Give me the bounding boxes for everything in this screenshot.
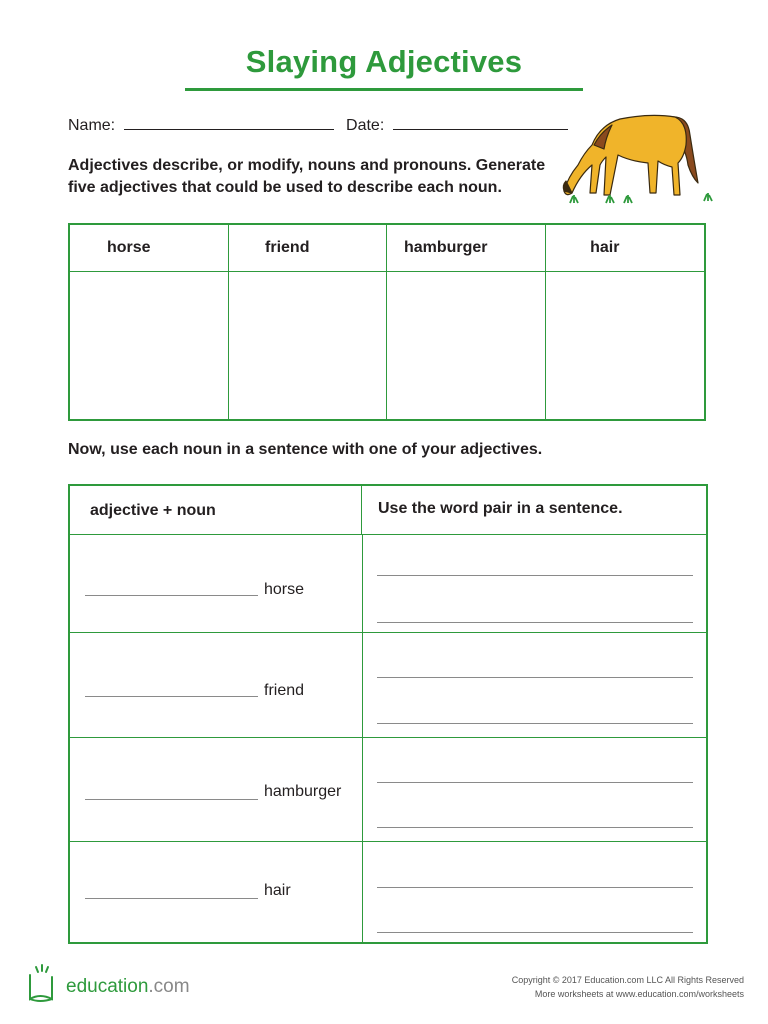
header-fields bbox=[68, 115, 568, 135]
table-row bbox=[70, 535, 706, 633]
adjective-blank[interactable] bbox=[85, 898, 258, 899]
adjective-blank[interactable] bbox=[85, 799, 258, 800]
sentence-line[interactable] bbox=[377, 887, 693, 888]
adjective-answer-cell[interactable] bbox=[387, 272, 546, 419]
sentence-line[interactable] bbox=[377, 932, 693, 933]
date-field[interactable] bbox=[393, 115, 568, 130]
sentence-table bbox=[68, 484, 708, 944]
sentence-line[interactable] bbox=[377, 723, 693, 724]
more-worksheets-text: More worksheets at www.education.com/worksheets bbox=[534, 989, 744, 999]
sentence-line[interactable] bbox=[377, 575, 693, 576]
table-row bbox=[70, 842, 706, 943]
sentence-line[interactable] bbox=[377, 827, 693, 828]
adjective-blank[interactable] bbox=[85, 696, 258, 697]
col-header-sentence: Use the word pair in a sentence. bbox=[378, 500, 623, 517]
sentence-line[interactable] bbox=[377, 677, 693, 678]
col-header-word-pair: adjective + noun bbox=[70, 486, 362, 534]
noun-header: friend bbox=[229, 225, 388, 272]
row-noun: horse bbox=[264, 581, 305, 598]
education-logo[interactable] bbox=[66, 976, 190, 998]
noun-header: hair bbox=[546, 225, 705, 272]
sentence-table-header bbox=[70, 486, 706, 535]
sentence-line[interactable] bbox=[377, 622, 693, 623]
name-label: Name: bbox=[68, 117, 116, 134]
page-title: Slaying Adjectives bbox=[245, 44, 523, 79]
noun-header: hamburger bbox=[387, 225, 546, 272]
noun-header: horse bbox=[70, 225, 229, 272]
adjective-answer-cell[interactable] bbox=[229, 272, 388, 419]
adjective-grid bbox=[68, 223, 706, 421]
copyright-block bbox=[512, 973, 744, 1001]
row-noun: hair bbox=[264, 882, 291, 899]
instructions: Adjectives describe, or modify, nouns and pronouns. Generate five adjectives that could be used to describe each noun. bbox=[68, 157, 546, 196]
adjective-answer-cell[interactable] bbox=[70, 272, 229, 419]
row-noun: hamburger bbox=[264, 783, 342, 800]
name-field[interactable] bbox=[124, 115, 334, 130]
date-label: Date: bbox=[346, 117, 385, 134]
logo-suffix-text: .com bbox=[148, 976, 190, 997]
sentence-line[interactable] bbox=[377, 782, 693, 783]
adjective-blank[interactable] bbox=[85, 595, 258, 596]
table-row bbox=[70, 633, 706, 738]
title-underline bbox=[185, 88, 583, 91]
adjective-answer-cell[interactable] bbox=[546, 272, 705, 419]
copyright-text: Copyright © 2017 Education.com LLC All Rights Reserved bbox=[511, 975, 744, 985]
row-noun: friend bbox=[264, 682, 305, 699]
horse-illustration bbox=[560, 105, 725, 210]
instructions-part-2: Now, use each noun in a sentence with one of your adjectives. bbox=[68, 441, 543, 458]
table-row bbox=[70, 738, 706, 842]
logo-main-text: education bbox=[66, 976, 149, 997]
